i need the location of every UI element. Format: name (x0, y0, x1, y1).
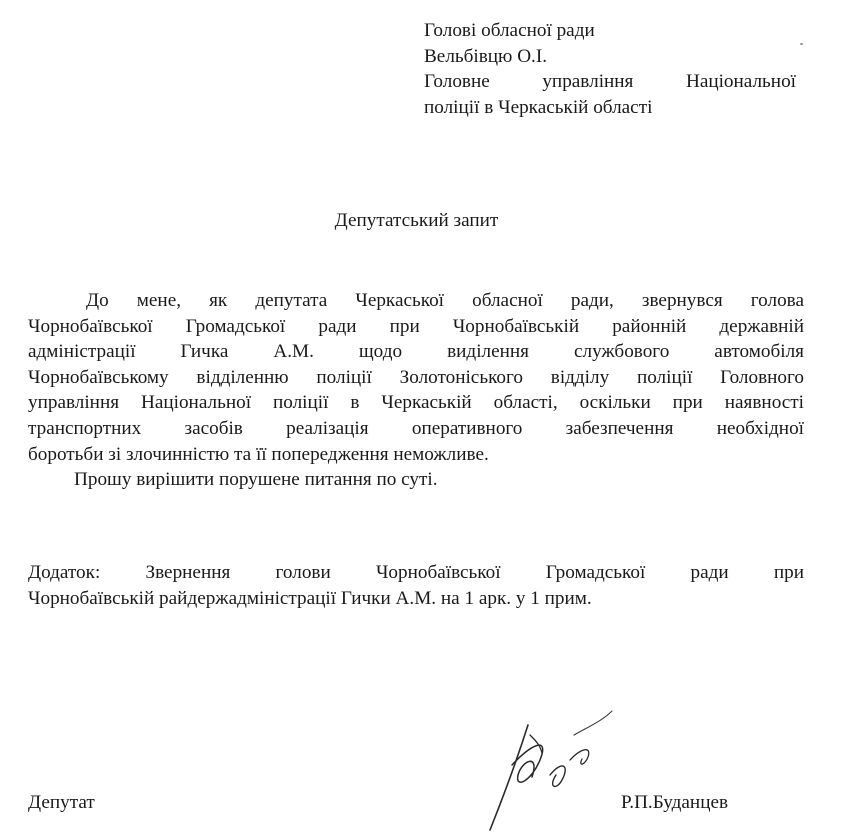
request-paragraph-1 (28, 288, 804, 467)
paragraph-line: Чорнобаївському відділенню поліції Золотоніського відділу поліції Головного (28, 366, 804, 388)
document-title: Депутатський запит (334, 210, 499, 231)
attachment-line-2: Чорнобаївській райдержадміністрації Гички А.М. на 1 арк. у 1 прим. (28, 587, 592, 609)
paragraph-line: До мене, як депутата Черкаської обласної ради, звернувся голова (86, 290, 804, 311)
paragraph-line: транспортних засобів реалізація оперативного забезпечення необхідної (28, 417, 804, 439)
addressee-line-3: Головне управління Національної (424, 71, 796, 93)
request-paragraph-2: Прошу вирішити порушене питання по суті. (74, 469, 438, 491)
paragraph-line: управління Національної поліції в Черкаській області, оскільки при наявності (28, 392, 804, 414)
scan-speck (800, 43, 803, 45)
signatory-role: Депутат (28, 792, 95, 813)
paragraph-line: адміністрації Гичка А.М. щодо виділення службового автомобіля (28, 341, 804, 363)
addressee-line-2: Вельбівцю О.І. (424, 45, 548, 67)
addressee-line-1: Голові обласної ради (424, 20, 595, 41)
handwritten-signature (470, 705, 620, 836)
addressee-block (424, 18, 796, 120)
attachment-note (28, 560, 804, 611)
paragraph-line: Чорнобаївської Громадської ради при Чорнобаївській районній державній (28, 315, 804, 337)
signatory-name: Р.П.Буданцев (621, 792, 729, 813)
paragraph-line: боротьби зі злочинністю та її попередження неможливе. (28, 443, 489, 465)
attachment-line-1: Додаток: Звернення голови Чорнобаївської Громадської ради при (28, 562, 804, 583)
request-body (28, 288, 804, 493)
addressee-line-4: поліції в Черкаській області (424, 96, 653, 118)
